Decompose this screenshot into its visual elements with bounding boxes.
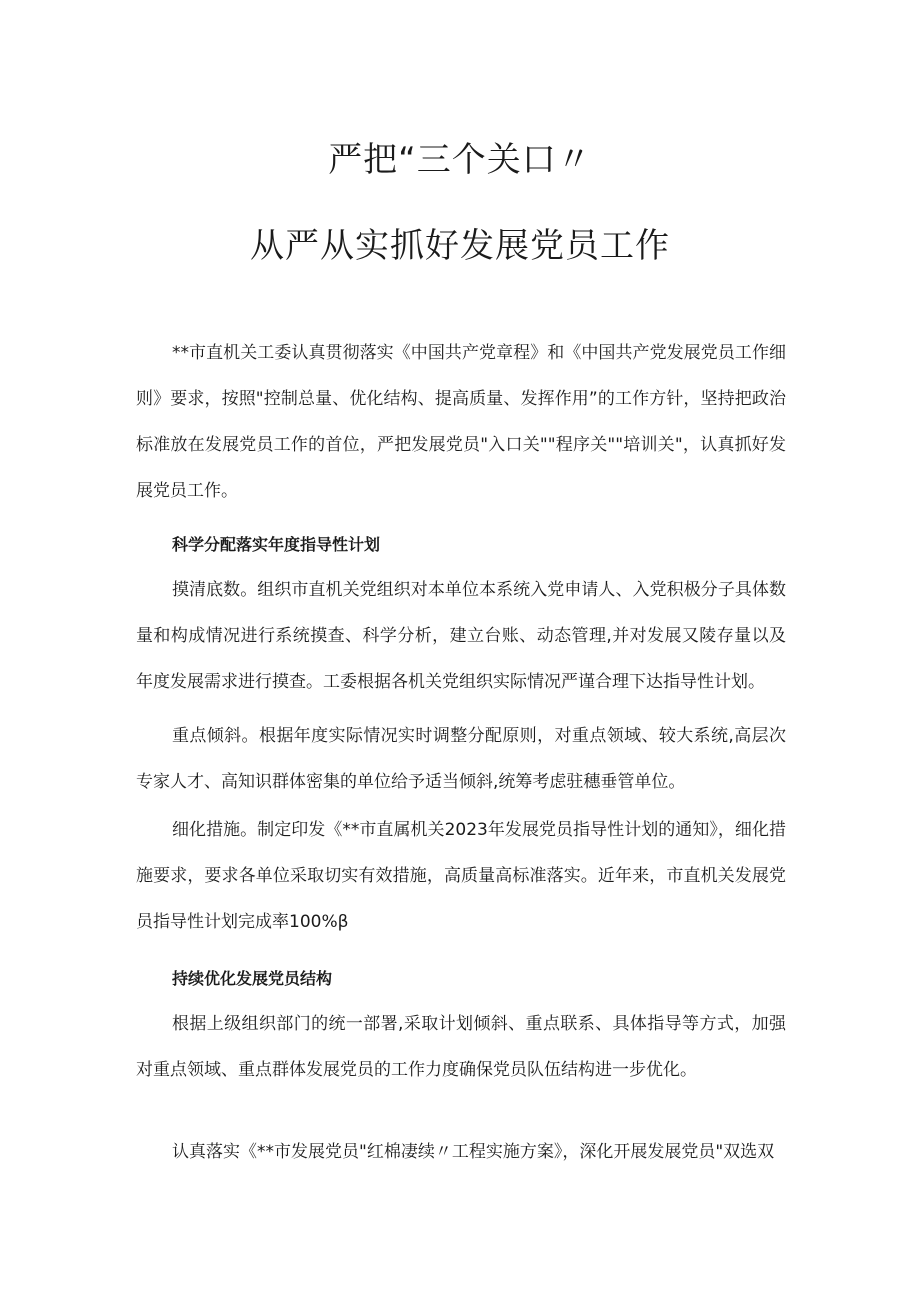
document-title-line-2: 从严从实抓好发展党员工作 [250,226,670,266]
section-heading-structure: 持续优化发展党员结构 [172,969,333,988]
paragraph-implementation: 认真落实《**市发展党员"红棉凄续〃工程实施方案》，深化开展发展党员"双选双 [172,1142,775,1162]
paragraph-focus: 重点倾斜。根据年度实际情况实时调整分配原则，对重点领域、较大系统,高层次专家人才、高知识群体密集的单位给予适当倾斜,统筹考虑驻穗垂管单位。 [136,726,786,792]
paragraph-measures: 细化措施。制定印发《**市直属机关2023年发展党员指导性计划的通知》，细化措施要求，要求各单位采取切实有效措施，高质量高标准落实。近年来，市直机关发展党员指导性计划完成率100%β [136,820,786,932]
intro-paragraph: **市直机关工委认真贯彻落实《中国共产党章程》和《中国共产党发展党员工作细则》要求，按照"控制总量、优化结构、提高质量、发挥作用”的工作方针，坚持把政治标准放在发展党员工作的首位，严把发展党员"入口关""程序关""培训关"，认真抓好发展党员工作。 [136,343,786,501]
paragraph-deployment: 根据上级组织部门的统一部署,采取计划倾斜、重点联系、具体指导等方式，加强对重点领域、重点群体发展党员的工作力度确保党员队伍结构进一步优化。 [136,1014,786,1080]
section-heading-plan: 科学分配落实年度指导性计划 [172,535,381,554]
paragraph-survey: 摸清底数。组织市直机关党组织对本单位本系统入党申请人、入党积极分子具体数量和构成情况进行系统摸查、科学分析，建立台账、动态管理,并对发展又陵存量以及年度发展需求进行摸查。工委根据各机关党组织实际情况严谨合理下达指导性计划。 [136,580,786,692]
document-title-line-1: 严把“三个关口〃 [328,140,592,180]
